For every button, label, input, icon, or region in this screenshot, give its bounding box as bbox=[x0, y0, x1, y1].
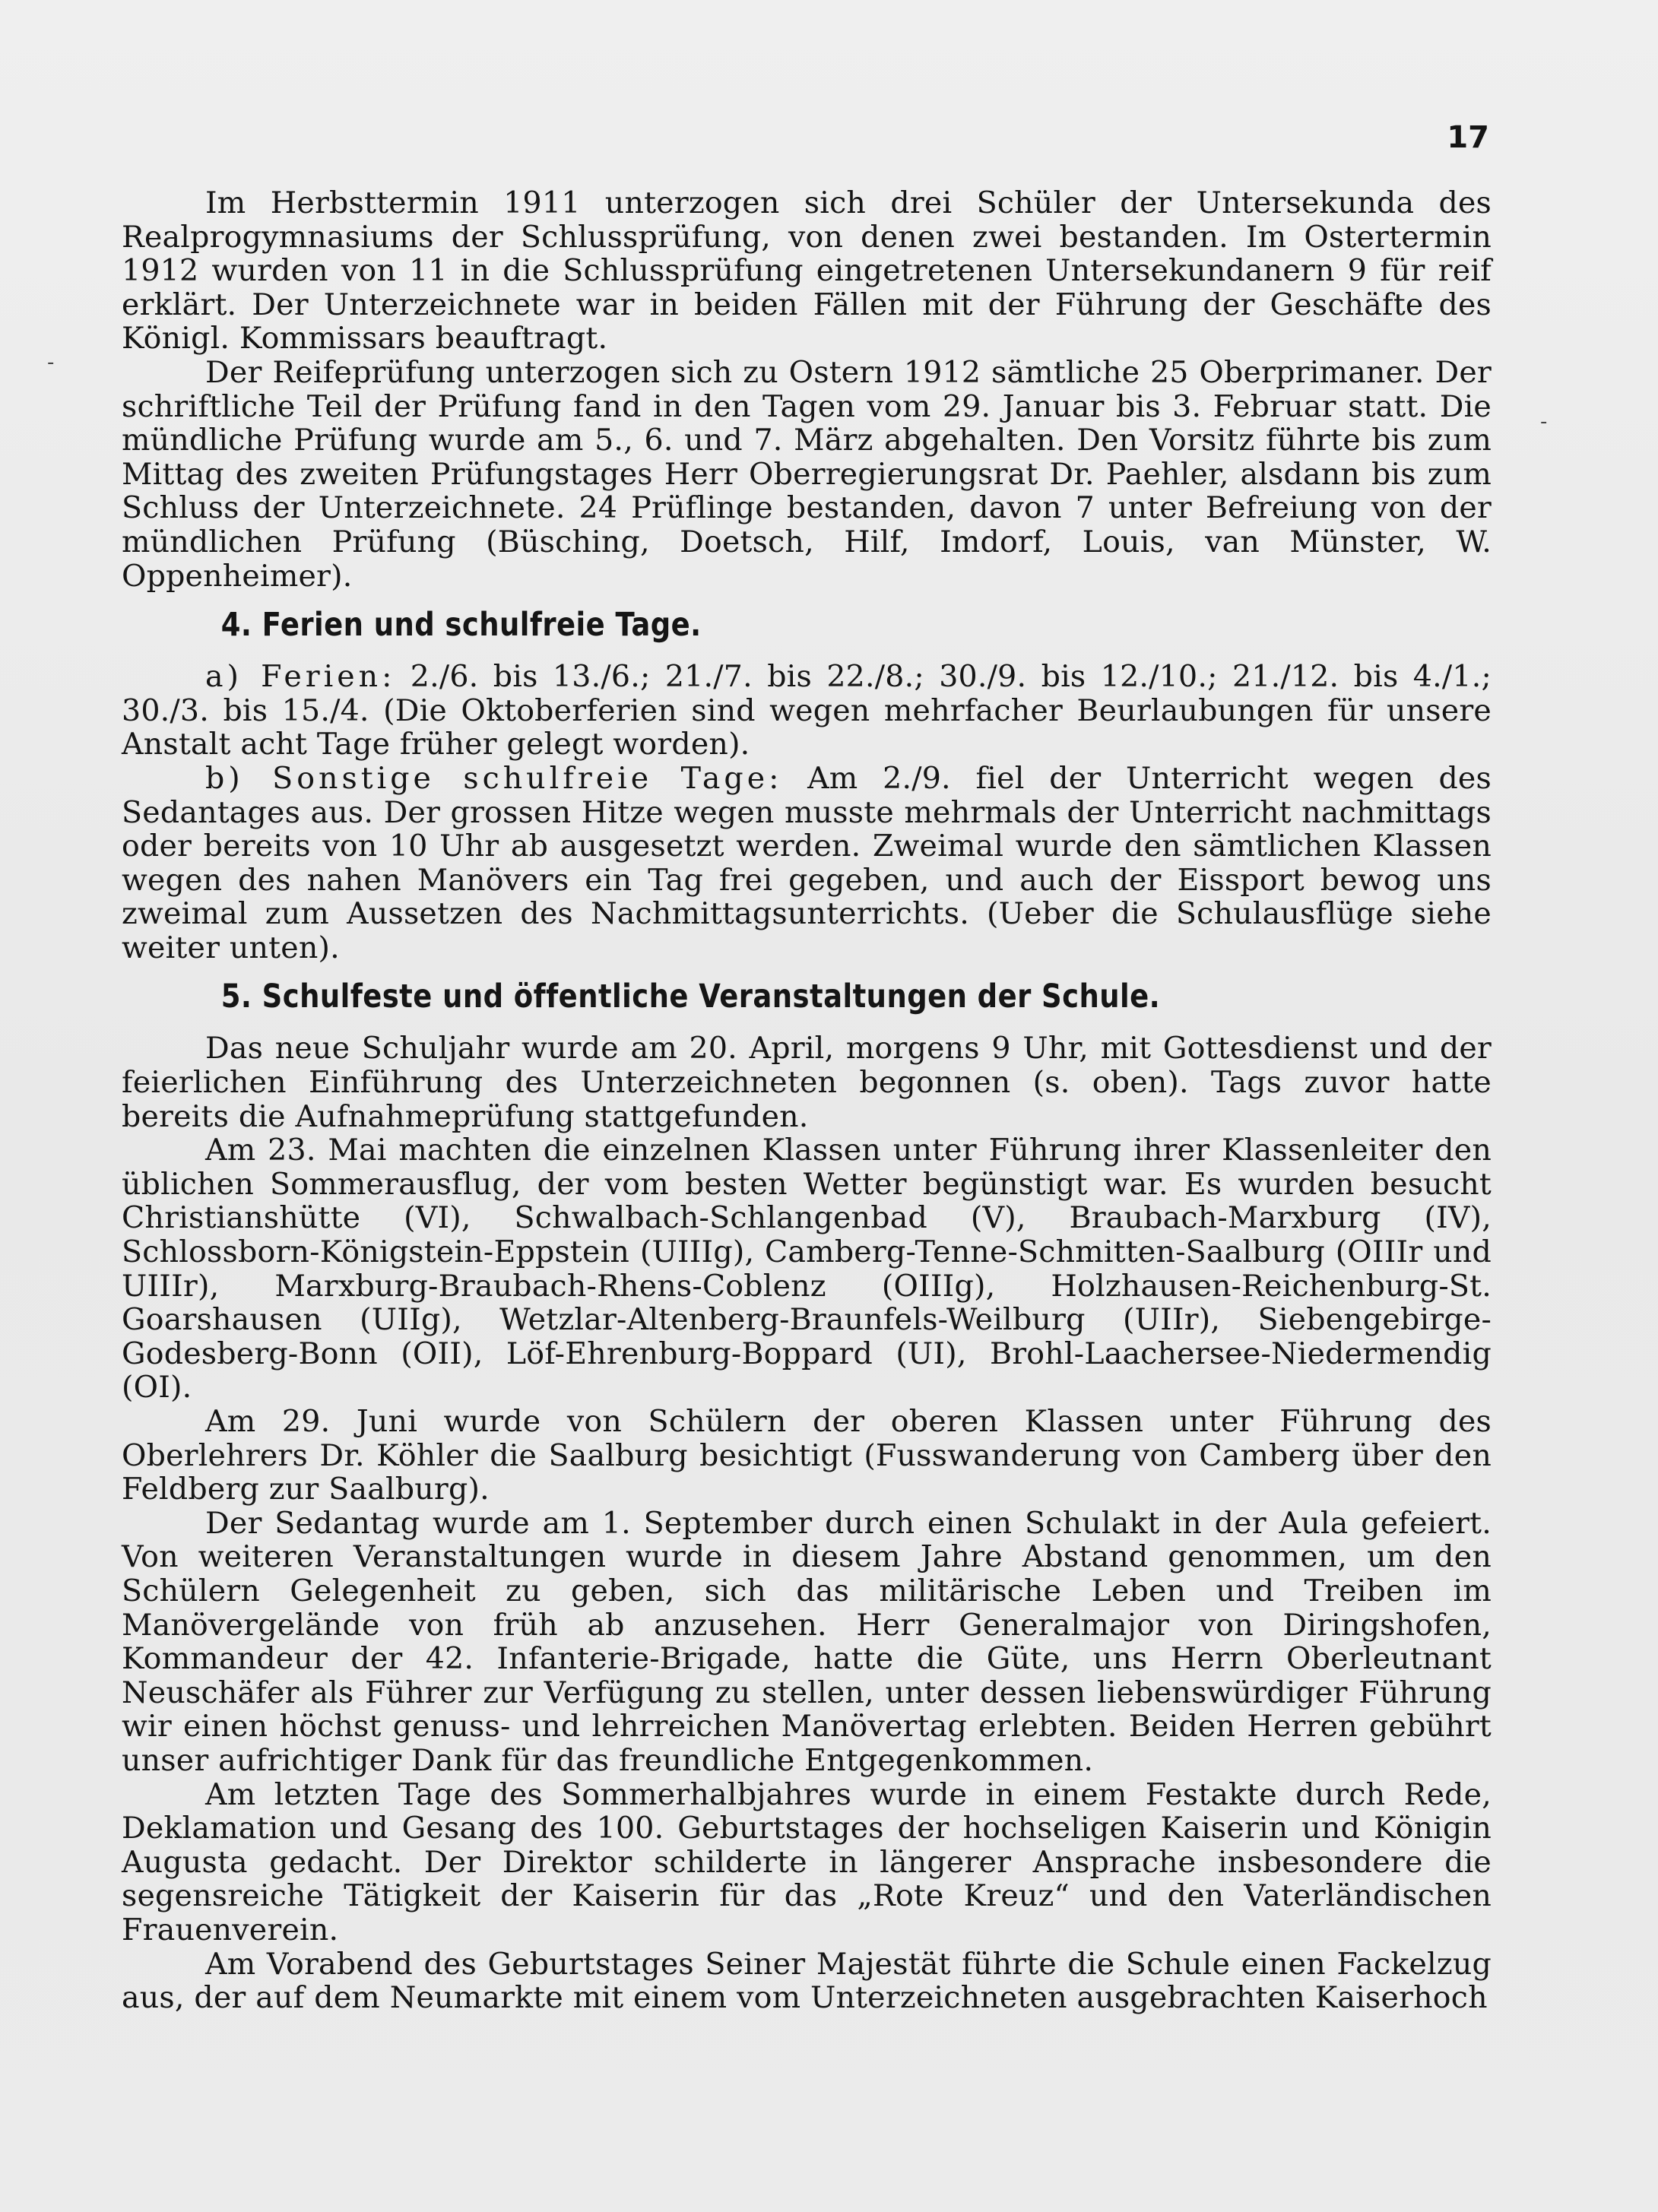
ferien-label: a) Ferien: bbox=[205, 659, 396, 695]
section-heading-ferien: 4. Ferien und schulfreie Tage. bbox=[220, 606, 702, 645]
schulfreie-tage-text: Am 2./9. fiel der Unterricht wegen des Sedantages aus. Der grossen Hitze wegen musste mehrmals der Unterricht nachmittags oder bereits von 10 Uhr ab ausgesetzt werden. Zweimal wurde den sämtlichen Klassen wegen des nahen Manövers ein Tag frei gegeben, und auch der Eissport bewog uns zweimal zum Aussetzen des Nachmittagsunterrichts. (Ueber die Schulausflüge siehe weiter unten). bbox=[122, 760, 1492, 965]
paragraph-reifepruefung: Der Reifeprüfung unterzogen sich zu Ostern 1912 sämtliche 25 Oberprimaner. Der schriftliche Teil der Prüfung fand in den Tagen vom 29. Januar bis 3. Februar statt. Die mündliche Prüfung wurde am 5., 6. und 7. März abgehalten. Den Vorsitz führte bis zum Mittag des zweiten Prüfungstages Herr Oberregierungsrat Dr. Paehler, alsdann bis zum Schluss der Unterzeichnete. 24 Prüflinge bestanden, davon 7 unter Befreiung von der mündlichen Prüfung (Büsching, Doetsch, Hilf, Imdorf, Louis, van Münster, W. Oppenheimer). bbox=[122, 354, 1492, 594]
paragraph-saalburg: Am 29. Juni wurde von Schülern der oberen Klassen unter Führung des Oberlehrers Dr. Köhler die Saalburg besichtigt (Fusswanderung von Camberg über den Feldberg zur Saalburg). bbox=[122, 1404, 1492, 1507]
paragraph-schulfreie-tage bbox=[122, 762, 1492, 965]
paragraph-kaiserin-augusta: Am letzten Tage des Sommerhalbjahres wurde in einem Festakte durch Rede, Deklamation und Gesang des 100. Geburtstages der hochseligen Kaiserin und Königin Augusta gedacht. Der Direktor schilderte in längerer Ansprache insbesondere die segensreiche Tätigkeit der Kaiserin für das „Rote Kreuz“ und den Vaterländischen Frauenverein. bbox=[122, 1776, 1492, 1947]
scan-artifact: - bbox=[47, 351, 55, 374]
section-heading-schulfeste: 5. Schulfeste und öffentliche Veranstaltungen der Schule. bbox=[220, 978, 1161, 1016]
paragraph-sedantag: Der Sedantag wurde am 1. September durch einen Schulakt in der Aula gefeiert. Von weiteren Veranstaltungen wurde in diesem Jahre Abstand genommen, um den Schülern Gelegenheit zu geben, sich das militärische Leben und Treiben im Manövergelände von früh ab anzusehen. Herr Generalmajor von Diringshofen, Kommandeur der 42. Infanterie-Brigade, hatte die Güte, uns Herrn Oberleutnant Neuschäfer als Führer zur Verfügung zu stellen, unter dessen liebenswürdiger Führung wir einen höchst genuss- und lehrreichen Manövertag erlebten. Beiden Herren gebührt unser aufrichtiger Dank für das freundliche Entgegenkommen. bbox=[122, 1505, 1492, 1778]
paragraph-schlusspruefung: Im Herbsttermin 1911 unterzogen sich drei Schüler der Untersekunda des Realprogymnasiums der Schlussprüfung, von denen zwei bestanden. Im Ostertermin 1912 wurden von 11 in die Schlussprüfung eingetretenen Untersekundanern 9 für reif erklärt. Der Unterzeichnete war in beiden Fällen mit der Führung der Geschäfte des Königl. Kommissars beauftragt. bbox=[122, 185, 1492, 357]
ferien-text: 2./6. bis 13./6.; 21./7. bis 22./8.; 30./9. bis 12./10.; 21./12. bis 4./1.; 30./3. bis 15./4. (Die Oktoberferien sind wegen mehrfacher Beurlaubungen für unsere Anstalt acht Tage früher gelegt worden). bbox=[122, 659, 1492, 762]
body-text bbox=[122, 186, 1492, 2015]
paragraph-ferien bbox=[122, 660, 1492, 762]
paragraph-schuljahr: Das neue Schuljahr wurde am 20. April, morgens 9 Uhr, mit Gottesdienst und der feierlichen Einführung des Unterzeichneten begonnen (s. oben). Tags zuvor hatte bereits die Aufnahmeprüfung stattgefunden. bbox=[122, 1031, 1492, 1134]
paragraph-sommerausflug: Am 23. Mai machten die einzelnen Klassen unter Führung ihrer Klassenleiter den üblichen Sommerausflug, der vom besten Wetter begünstigt war. Es wurden besucht Christianshütte (VI), Schwalbach-Schlangenbad (V), Braubach-Marxburg (IV), Schlossborn-Königstein-Eppstein (UIIIg), Camberg-Tenne-Schmitten-Saalburg (OIIIr und UIIIr), Marxburg-Braubach-Rhens-Coblenz (OIIIg), Holzhausen-Reichenburg-St. Goarshausen (UIIg), Wetzlar-Altenberg-Braunfels-Weilburg (UIIr), Siebengebirge-Godesberg-Bonn (OII), Löf-Ehrenburg-Boppard (UI), Brohl-Laachersee-Niedermendig (OI). bbox=[122, 1133, 1492, 1405]
schulfreie-tage-label: b) Sonstige schulfreie Tage: bbox=[205, 760, 783, 796]
page-number: 17 bbox=[1447, 120, 1489, 155]
scan-artifact: - bbox=[1540, 410, 1548, 433]
paragraph-fackelzug: Am Vorabend des Geburtstages Seiner Majestät führte die Schule einen Fackelzug aus, der auf dem Neumarkte mit einem vom Unterzeichneten ausgebrachten Kaiserhoch bbox=[122, 1946, 1492, 2016]
